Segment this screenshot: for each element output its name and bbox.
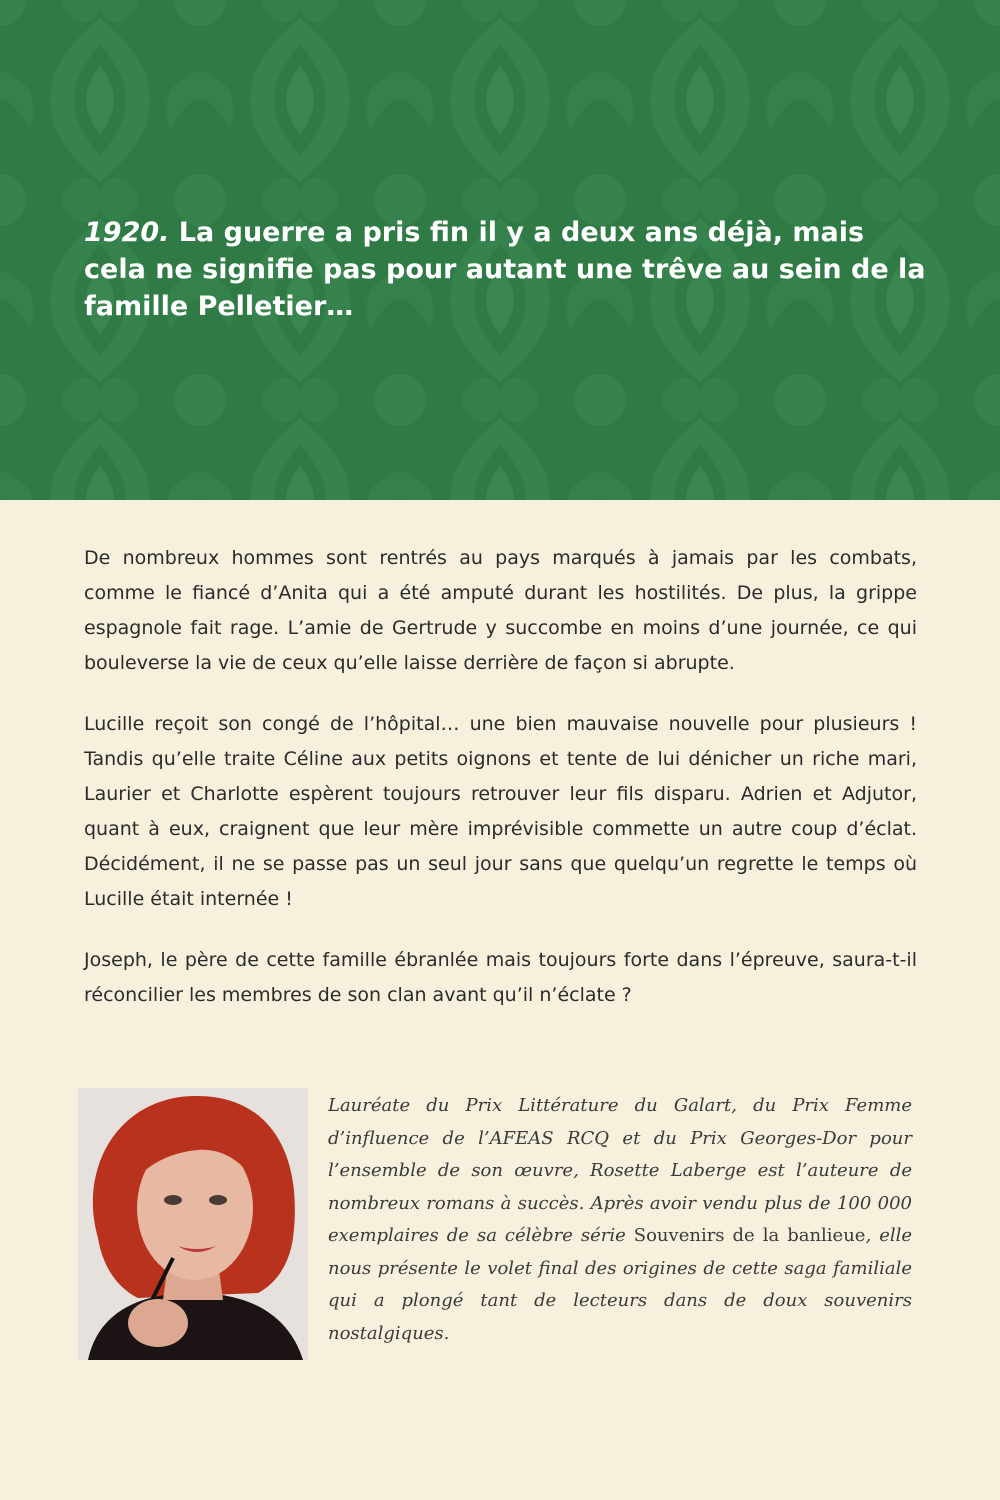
synopsis-paragraph-1: De nombreux hommes sont rentrés au pays marqués à jamais par les combats, comme le fiancé d’Anita qui a été amputé durant les hostilités. De plus, la grippe espagnole fait rage. L’amie de Gertrude y succombe en moins d’une journée, ce qui bouleverse la vie de ceux qu’elle laisse derrière de façon si abrupte. <box>84 547 917 674</box>
synopsis-paragraph-3: Joseph, le père de cette famille ébranlée mais toujours forte dans l’épreuve, saura-t-il réconcilier les membres de son clan avant qu’il n’éclate ? <box>84 949 917 1006</box>
synopsis <box>84 541 917 1039</box>
tagline-text: La guerre a pris fin il y a deux ans déjà, mais cela ne signifie pas pour autant une trêve au sein de la famille Pelletier… <box>84 217 926 322</box>
synopsis-paragraph-2: Lucille reçoit son congé de l’hôpital… une bien mauvaise nouvelle pour plusieurs ! Tandis qu’elle traite Céline aux petits oignons et tente de lui dénicher un riche mari, Laurier et Charlotte espèrent toujours retrouver leur fils disparu. Adrien et Adjutor, quant à eux, craignent que leur mère imprévisible commette un autre coup d’éclat. Décidément, il ne se passe pas un seul jour sans que quelqu’un regrette le temps où Lucille était internée ! <box>84 713 917 910</box>
author-photo <box>78 1088 308 1360</box>
tagline-year: 1920. <box>84 217 170 248</box>
bio-text-start: Lauréate du Prix Littérature du Galart, du Prix Femme d’influence de l’AFEAS RCQ et du Prix Georges-Dor pour l’ensemble de son œuvre, Rosette Laberge est l’auteure de nombreux romans à succès. Après avoir vendu plus de 100 000 exemplaires de sa célèbre série <box>328 1095 912 1246</box>
cover-tagline <box>84 214 934 325</box>
bio-text-end: , elle nous présente le volet final des origines de cette saga familiale qui a plongé tant de lecteurs dans de doux souvenirs nostalgiques. <box>328 1225 913 1344</box>
cover-header-panel <box>0 0 1000 500</box>
author-section <box>78 1088 918 1360</box>
bio-series-title: Souvenirs de la banlieue <box>633 1225 866 1246</box>
author-bio <box>328 1090 912 1350</box>
author-portrait-illustration <box>78 1088 308 1360</box>
